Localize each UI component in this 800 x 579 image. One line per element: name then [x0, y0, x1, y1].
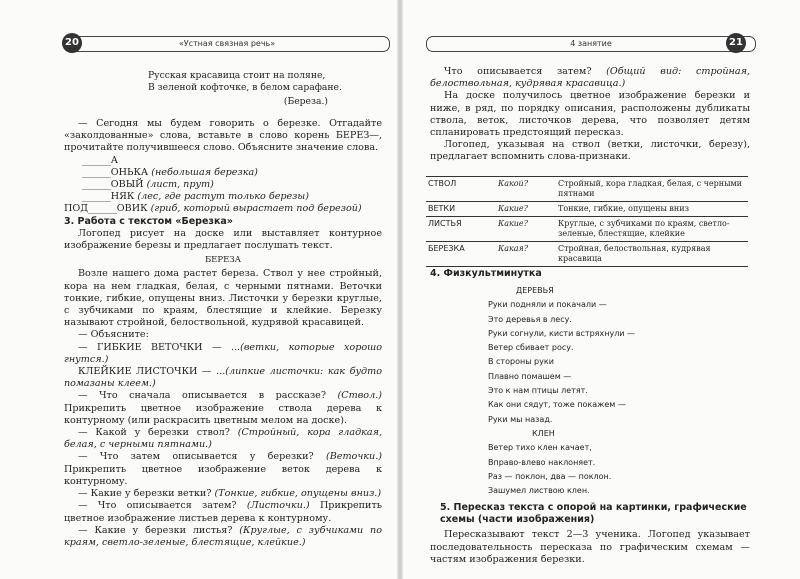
poem-line: Это к нам птицы летят. — [488, 386, 588, 396]
question: — Какой у березки ствол? — [78, 427, 238, 439]
question: — Что затем описывается у березки? — [78, 451, 326, 463]
paragraph: Пересказывают текст 2—3 ученика. Логопед указывает последовательность пересказа по графическим схемам — частям изображения березки. — [430, 529, 750, 565]
running-head-text: 4 занятие — [570, 39, 612, 48]
table-row — [426, 177, 748, 202]
word-lead: ______НЯК — [82, 191, 138, 203]
poem-title: ДЕРЕВЬЯ — [516, 286, 554, 295]
answer: (Тонкие, гибкие, опущены вниз.) — [214, 488, 382, 500]
poem-line: Как они сядут, тоже покажем — — [488, 400, 626, 410]
poem-line: В стороны руки — [488, 357, 554, 367]
word-item — [82, 191, 382, 203]
word-lead: ______ОНЬКА — [82, 166, 152, 178]
term: КЛЕЙКИЕ ЛИСТОЧКИ — — [78, 366, 217, 378]
right-running-head — [426, 36, 756, 52]
word-item — [82, 179, 382, 191]
paragraph — [64, 342, 382, 366]
paragraph — [64, 488, 382, 500]
attributes-table — [426, 176, 748, 267]
question: — Какие у березки листья? — [78, 524, 240, 536]
paragraph — [64, 525, 382, 549]
left-page — [0, 0, 398, 579]
word-item — [82, 167, 382, 179]
paragraph: — Сегодня мы будем говорить о березке. Отгадайте «заколдованные» слова, вставьте в слово корень БЕРЕЗ—, прочитайте получившееся слово. Объясните значение слова. — [64, 118, 382, 154]
riddle — [148, 70, 348, 108]
right-page — [402, 0, 800, 579]
section-title: 5. Пересказ текста с опорой на картинки, графические схемы (части изображения) — [440, 502, 747, 526]
poem-block — [488, 284, 728, 498]
word-item — [82, 155, 382, 167]
right-page-number: 21 — [726, 33, 746, 53]
paragraph — [430, 66, 750, 90]
section4-heading — [430, 268, 750, 280]
poem-line: Вправо-влево наклоняет. — [488, 457, 596, 467]
table-answer: Стройная, белоствольная, кудрявая красавица — [556, 242, 748, 267]
paragraph: Возле нашего дома растет береза. Ствол у нее стройный, кора на нем гладкая, белая, с черными пятнами. Веточки тонкие, гибкие, опущены вниз. Листочки у березки круглые, с зубчиками по краям, блестящие и клейкие. Березку называют стройной, белоствольной, кудрявой красавицей. — [64, 268, 382, 329]
riddle-answer: (Береза.) — [283, 96, 328, 107]
right-top-text — [430, 66, 750, 164]
section5 — [430, 502, 750, 566]
table-row — [426, 202, 748, 217]
poem-title: КЛЕН — [532, 428, 555, 438]
table-question: Какая? — [496, 242, 556, 267]
paragraph — [64, 427, 382, 451]
term-explanation: ...(липкие листочки: как будто помазаны клеем.) — [64, 366, 382, 390]
table-answer: Тонкие, гибкие, опущены вниз — [556, 202, 748, 217]
riddle-line: В зеленой кофточке, в белом сарафане. — [148, 82, 342, 93]
poem-line: Руки подняли и покачали — — [488, 300, 607, 310]
poem-line: Зашумел листвою клен. — [488, 486, 590, 496]
poem-line: Ветер сбивает росу. — [488, 343, 574, 353]
riddle-line: Русская красавица стоит на поляне, — [148, 70, 326, 81]
left-main-text — [64, 118, 382, 549]
poem-line: Ветер тихо клен качает, — [488, 443, 592, 453]
paragraph: Логопед рисует на доске или выставляет контурное изображение березы и предлагает послушать текст. — [64, 227, 382, 252]
word-hint: (лист, прут) — [146, 179, 214, 191]
poem-line: Раз — поклон, два — поклон. — [488, 471, 612, 481]
word-hint: (небольшая березка) — [151, 166, 258, 178]
term-explanation: ...(ветки, которые хорошо гнутся.) — [64, 341, 382, 365]
word-hint: (лес, где растут только березы) — [137, 191, 309, 203]
answer: (Круглые, с зубчиками по краям, светло-зеленые, блестящие, клейкие.) — [64, 524, 382, 548]
text-title: БЕРЕЗА — [204, 255, 242, 266]
poem-line: Плавно помашем — — [488, 371, 572, 381]
answer: (Веточки.) — [325, 451, 382, 463]
table-key: СТВОЛ — [426, 177, 496, 202]
table-row — [426, 217, 748, 242]
term: — ГИБКИЕ ВЕТОЧКИ — — [78, 341, 231, 353]
poem-line: Это деревья в лесу. — [488, 314, 572, 324]
paragraph — [64, 366, 382, 390]
word-lead: ______ОВЫЙ — [82, 179, 147, 191]
word-item — [64, 203, 382, 215]
word-lead: ______А — [82, 154, 119, 166]
table-key: БЕРЕЗКА — [426, 242, 496, 267]
instruction: Прикрепить цветное изображение ствола дерева к контурному (или раскрасить цветным мелом на доске). — [64, 402, 382, 426]
poem-line: Руки мы назад. — [488, 414, 553, 424]
paragraph: На доске получилось цветное изображение березки и ниже, в ряд, по порядку описания, расположены дубликаты ствола, веток, листочков дерева, что позволяет детям спланировать предстоящий пересказ. — [430, 90, 750, 139]
answer: (Ствол.) — [337, 390, 382, 402]
table-key: ВЕТКИ — [426, 202, 496, 217]
table-question: Какие? — [496, 217, 556, 242]
section-title: 4. Физкультминутка — [430, 268, 542, 279]
poem-line: Руки согнули, кисти встряхнули — — [488, 328, 636, 338]
paragraph: Логопед, указывая на ствол (ветки, листочки, березу), предлагает вспомнить слова-признаки. — [430, 139, 750, 163]
answer: (Листочки.) — [246, 500, 310, 512]
instruction: Прикрепить цветное изображение листьев дерева к контурному. — [64, 500, 382, 524]
table-key: ЛИСТЬЯ — [426, 217, 496, 242]
left-page-number: 20 — [62, 33, 82, 53]
answer: (Общий вид: стройная, белоствольная, кудрявая красавица.) — [430, 66, 750, 90]
question: Что описывается затем? — [444, 66, 607, 77]
running-head-text: «Устная связная речь» — [178, 39, 276, 48]
table-answer: Круглые, с зубчиками по краям, светло-зеленые, блестящие, клейкие — [556, 217, 748, 242]
instruction: Прикрепить цветное изображение веток дерева к контурному. — [64, 463, 382, 487]
table-question: Какой? — [496, 177, 556, 202]
paragraph — [64, 390, 382, 427]
section-title: 3. Работа с текстом «Березка» — [64, 215, 233, 227]
answer: (Стройный, кора гладкая, белая, с черными пятнами.) — [64, 427, 382, 451]
paragraph — [64, 500, 382, 524]
question: — Какие у березки ветки? — [78, 488, 215, 500]
question: — Что сначала описывается в рассказе? — [78, 390, 338, 402]
table-question: Какие? — [496, 202, 556, 217]
word-hint: (гриб, который вырастает под березой) — [150, 203, 362, 215]
word-list — [64, 155, 382, 216]
table-row — [426, 242, 748, 267]
table-answer: Стройный, кора гладкая, белая, с черными пятнами — [556, 177, 748, 202]
paragraph: — Объясните: — [78, 329, 149, 341]
question: — Что описывается затем? — [78, 500, 247, 512]
paragraph — [64, 451, 382, 488]
word-lead: ПОД______ОВИК — [64, 203, 151, 215]
left-running-head — [64, 36, 390, 52]
